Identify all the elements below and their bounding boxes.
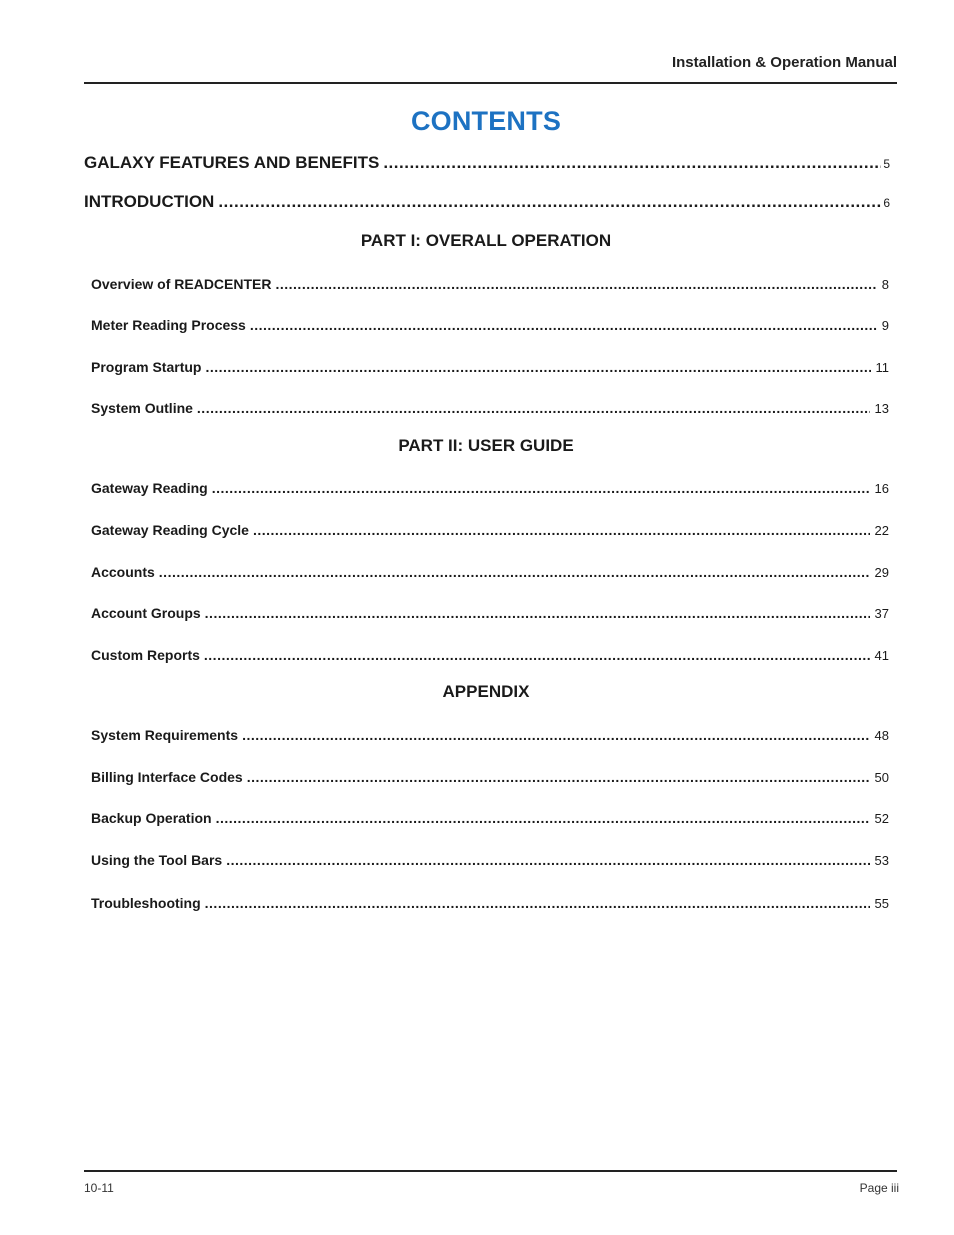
footer-page-number: Page iii	[859, 1181, 899, 1195]
toc-leader-dots	[253, 522, 870, 538]
toc-leader-dots	[218, 192, 881, 212]
toc-leader-dots	[205, 359, 870, 375]
toc-entry-label: Using the Tool Bars	[91, 852, 223, 868]
toc-entry-page: 13	[874, 401, 889, 416]
toc-leader-dots	[159, 564, 870, 580]
header-title: Installation & Operation Manual	[671, 54, 897, 71]
toc-leader-dots	[275, 276, 876, 292]
toc-entry-gateway-reading[interactable]	[91, 480, 889, 496]
toc-entry-label: Billing Interface Codes	[91, 769, 243, 785]
toc-entry-using-tool-bars[interactable]	[91, 852, 889, 868]
toc-entry-label: Meter Reading Process	[91, 317, 246, 333]
toc-entry-introduction[interactable]	[84, 192, 890, 212]
toc-entry-system-outline[interactable]	[91, 400, 889, 416]
toc-leader-dots	[205, 605, 870, 621]
toc-entry-backup-operation[interactable]	[91, 810, 889, 826]
toc-entry-label: System Requirements	[91, 727, 239, 743]
toc-entry-page: 48	[874, 728, 889, 743]
toc-entry-page: 37	[874, 606, 889, 621]
toc-entry-page: 41	[874, 648, 889, 663]
toc-leader-dots	[226, 852, 869, 868]
toc-entry-page: 9	[881, 318, 889, 333]
toc-entry-label: Backup Operation	[91, 810, 212, 826]
contents-title: CONTENTS	[410, 106, 562, 136]
toc-leader-dots	[250, 317, 877, 333]
toc-entry-page: 55	[874, 896, 889, 911]
toc-entry-page: 52	[874, 811, 889, 826]
toc-entry-program-startup[interactable]	[91, 359, 889, 375]
toc-entry-page: 22	[874, 523, 889, 538]
toc-entry-page: 6	[883, 196, 890, 210]
toc-entry-label: Account Groups	[91, 605, 201, 621]
toc-entry-billing-interface-codes[interactable]	[91, 769, 889, 785]
toc-entry-accounts[interactable]	[91, 564, 889, 580]
toc-leader-dots	[212, 480, 870, 496]
toc-entry-meter-reading-process[interactable]	[91, 317, 889, 333]
toc-entry-page: 11	[875, 360, 889, 375]
toc-entry-custom-reports[interactable]	[91, 647, 889, 663]
toc-entry-system-requirements[interactable]	[91, 727, 889, 743]
section-heading-part1: PART I: OVERALL OPERATION	[360, 231, 612, 250]
toc-entry-page: 16	[874, 481, 889, 496]
toc-entry-troubleshooting[interactable]	[91, 895, 889, 911]
section-heading-part2: PART II: USER GUIDE	[398, 436, 574, 455]
toc-entry-page: 50	[874, 770, 889, 785]
toc-entry-label: Troubleshooting	[91, 895, 201, 911]
toc-entry-galaxy-features[interactable]	[84, 153, 890, 173]
toc-leader-dots	[383, 153, 881, 173]
toc-entry-label: System Outline	[91, 400, 193, 416]
toc-entry-page: 29	[874, 565, 889, 580]
toc-entry-label: Gateway Reading Cycle	[91, 522, 249, 538]
toc-entry-overview-readcenter[interactable]	[91, 276, 889, 292]
toc-entry-page: 5	[883, 157, 890, 171]
section-heading-appendix: APPENDIX	[442, 682, 530, 701]
toc-entry-account-groups[interactable]	[91, 605, 889, 621]
toc-entry-label: GALAXY FEATURES AND BENEFITS	[84, 153, 380, 172]
toc-leader-dots	[205, 895, 870, 911]
toc-entry-label: Accounts	[91, 564, 155, 580]
toc-entry-label: Program Startup	[91, 359, 202, 375]
footer-revision: 10-11	[84, 1181, 114, 1195]
toc-entry-label: Gateway Reading	[91, 480, 208, 496]
toc-leader-dots	[197, 400, 870, 416]
toc-leader-dots	[247, 769, 870, 785]
toc-entry-label: Custom Reports	[91, 647, 200, 663]
footer-rule	[84, 1170, 897, 1172]
toc-leader-dots	[242, 727, 869, 743]
toc-entry-gateway-reading-cycle[interactable]	[91, 522, 889, 538]
toc-entry-page: 53	[874, 853, 889, 868]
toc-leader-dots	[204, 647, 870, 663]
toc-entry-label: Overview of READCENTER	[91, 276, 272, 292]
toc-entry-label: INTRODUCTION	[84, 192, 215, 211]
toc-entry-page: 8	[881, 277, 889, 292]
toc-leader-dots	[216, 810, 870, 826]
header-rule	[84, 82, 897, 84]
